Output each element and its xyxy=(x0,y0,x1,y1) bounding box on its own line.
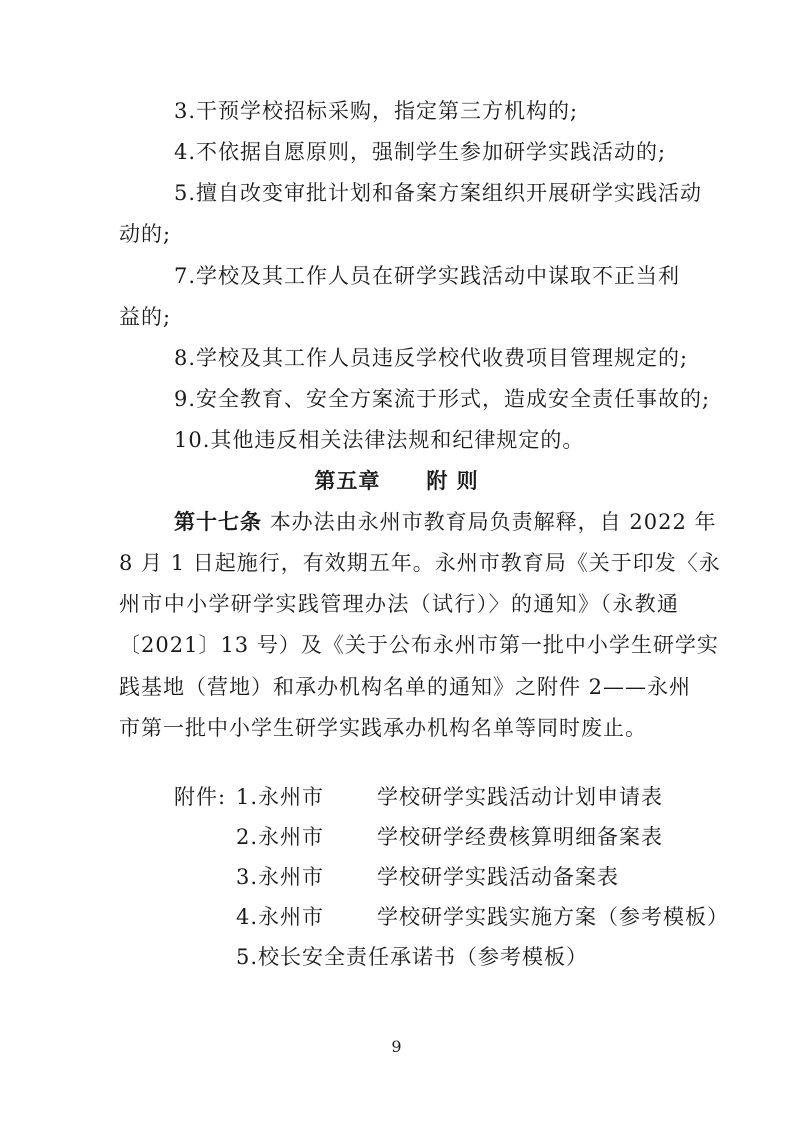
list-item: 8.学校及其工作人员违反学校代收费项目管理规定的; xyxy=(174,346,689,370)
attachment-city: 2.永州市 xyxy=(236,825,325,849)
attachment-city: 3.永州市 xyxy=(236,865,325,889)
attachment-title: 学校研学实践实施方案（参考模板） xyxy=(377,905,729,929)
attachment-city: 4.永州市 xyxy=(236,905,325,929)
attachment-title: 学校研学经费核算明细备案表 xyxy=(377,825,663,849)
chapter-heading xyxy=(0,466,793,496)
list-item-continuation: 动的; xyxy=(119,222,172,246)
page-number: 9 xyxy=(391,1037,402,1056)
list-item: 9.安全教育、安全方案流于形式，造成安全责任事故的; xyxy=(174,387,711,411)
attachment-title: 学校研学实践活动备案表 xyxy=(377,865,619,889)
attachments-label: 附件: xyxy=(174,785,227,809)
article-line: 市第一批中小学生研学实践承办机构名单等同时废止。 xyxy=(119,716,647,740)
chapter-number: 第五章 xyxy=(314,469,381,493)
list-item-continuation: 益的; xyxy=(119,305,172,329)
article-line: 践基地（营地）和承办机构名单的通知》之附件 2——永州 xyxy=(119,675,692,699)
article-first-line xyxy=(174,507,717,537)
chapter-name: 附 则 xyxy=(426,469,479,493)
list-item: 5.擅自改变审批计划和备案方案组织开展研学实践活动 xyxy=(174,181,703,205)
article-label: 第十七条 xyxy=(174,510,262,534)
article-line: 8 月 1 日起施行，有效期五年。永州市教育局《关于印发〈永 xyxy=(119,551,721,575)
attachment-item: 5.校长安全责任承诺书（参考模板） xyxy=(236,945,589,969)
article-line: 〔2021〕13 号）及《关于公布永州市第一批中小学生研学实 xyxy=(119,633,719,657)
list-item: 7.学校及其工作人员在研学实践活动中谋取不正当利 xyxy=(174,264,681,288)
attachment-title: 学校研学实践活动计划申请表 xyxy=(377,785,663,809)
article-text: 本办法由永州市教育局负责解释，自 2022 年 xyxy=(269,510,717,534)
list-item: 4.不依据自愿原则，强制学生参加研学实践活动的; xyxy=(174,140,667,164)
attachment-city: 1.永州市 xyxy=(236,785,325,809)
list-item: 3.干预学校招标采购，指定第三方机构的; xyxy=(174,99,579,123)
article-line: 州市中小学研学实践管理办法（试行）〉的通知》（永教通 xyxy=(119,592,679,616)
list-item: 10.其他违反相关法律法规和纪律规定的。 xyxy=(174,428,585,452)
